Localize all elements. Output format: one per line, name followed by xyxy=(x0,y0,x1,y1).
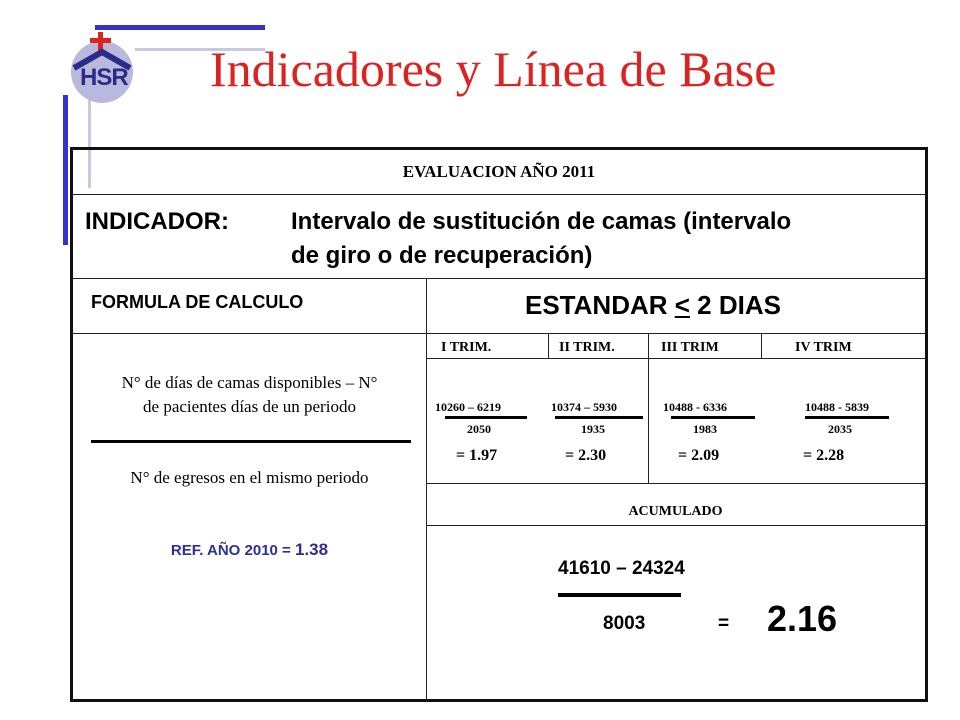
quarter-result: = 2.30 xyxy=(565,447,607,464)
quarter-numerator: 10374 – 5930 xyxy=(551,400,617,414)
formula-label: FORMULA DE CALCULO xyxy=(91,292,304,312)
formula-fraction-bar xyxy=(91,440,411,443)
accumulated-numerator: 41610 – 24324 xyxy=(558,558,685,579)
logo-letters: HSR xyxy=(80,64,128,91)
quarter-label: II TRIM. xyxy=(559,340,615,355)
quarter-denominator: 2035 xyxy=(828,422,852,436)
indicator-text-line2: de giro o de recuperación) xyxy=(291,242,593,269)
accumulated-denominator: 8003 xyxy=(603,613,646,634)
quarter-denominator: 2050 xyxy=(467,422,491,436)
table-divider xyxy=(73,194,925,195)
table-divider xyxy=(73,278,925,279)
table-divider xyxy=(426,525,925,526)
indicator-table xyxy=(70,147,928,702)
accumulated-equals: = xyxy=(718,613,730,634)
table-divider xyxy=(761,333,762,358)
accumulated-label: ACUMULADO xyxy=(628,504,723,519)
quarter-result: = 2.28 xyxy=(803,447,845,464)
quarter-label: I TRIM. xyxy=(441,340,492,355)
page-title: Indicadores y Línea de Base xyxy=(210,41,777,97)
formula-denominator: N° de egresos en el mismo periodo xyxy=(130,468,369,487)
standard-symbol: < xyxy=(674,290,690,320)
evaluation-header: EVALUACION AÑO 2011 xyxy=(402,162,596,181)
quarter-fraction-bar xyxy=(671,416,755,419)
quarter-numerator: 10488 - 5839 xyxy=(805,400,869,414)
standard-value xyxy=(525,290,781,321)
quarter-fraction-bar xyxy=(555,416,643,419)
formula-numerator-line1: N° de días de camas disponibles – N° xyxy=(121,373,378,392)
table-divider xyxy=(73,333,925,334)
table-divider xyxy=(648,333,649,483)
indicator-text-line1: Intervalo de sustitución de camas (intervalo xyxy=(291,208,792,235)
table-divider xyxy=(426,278,427,702)
table-divider xyxy=(426,358,925,359)
accumulated-fraction-bar xyxy=(558,593,681,597)
quarter-fraction-bar xyxy=(805,416,889,419)
reference-label: REF. AÑO 2010 = xyxy=(170,542,295,559)
standard-suffix: 2 DIAS xyxy=(689,290,781,320)
quarter-numerator: 10488 - 6336 xyxy=(663,400,727,414)
quarter-label: IV TRIM xyxy=(795,340,852,355)
quarter-fraction-bar xyxy=(445,416,527,419)
quarter-result: = 1.97 xyxy=(456,447,498,464)
standard-prefix: ESTANDAR xyxy=(525,290,675,320)
quarter-label: III TRIM xyxy=(661,340,719,355)
accumulated-result: 2.16 xyxy=(767,598,838,639)
quarter-numerator: 10260 – 6219 xyxy=(435,400,501,414)
quarter-result: = 2.09 xyxy=(678,447,720,464)
reference-2010 xyxy=(73,540,426,560)
indicator-label: INDICADOR: xyxy=(85,208,229,235)
table-divider xyxy=(426,483,925,484)
table-divider xyxy=(548,333,549,358)
decor-left-blue-line xyxy=(63,95,68,245)
hospital-logo xyxy=(62,30,142,105)
quarter-denominator: 1935 xyxy=(581,422,605,436)
quarter-denominator: 1983 xyxy=(693,422,717,436)
formula-numerator-line2: de pacientes días de un periodo xyxy=(143,397,356,416)
reference-value: 1.38 xyxy=(295,540,329,559)
